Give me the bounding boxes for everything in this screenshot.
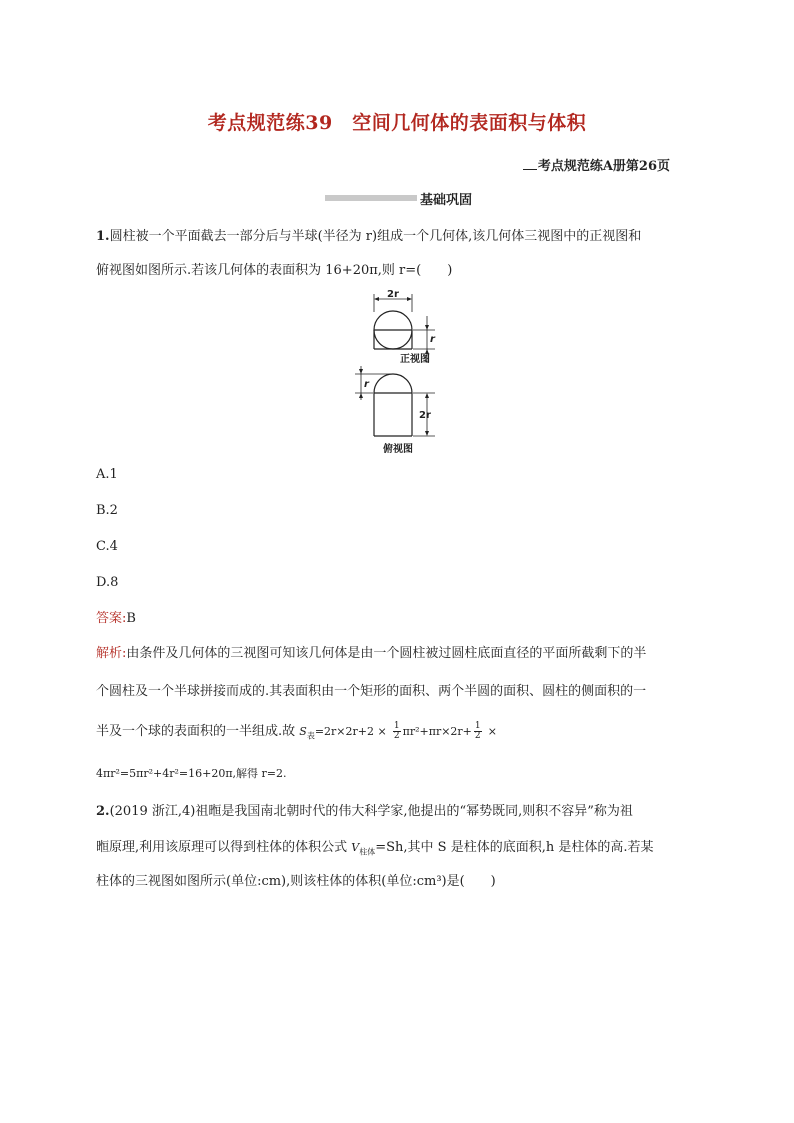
fraction-half-1: $\frac{1}{2}$ bbox=[393, 721, 400, 741]
volume-subscript: 柱体 bbox=[359, 847, 376, 857]
q2-line3: 柱体的三视图如图所示(单位:cm),则该柱体的体积(单位:cm³)是( ) bbox=[96, 874, 496, 889]
formula-part-3: × bbox=[487, 725, 497, 738]
q1-line2: 俯视图如图所示.若该几何体的表面积为 16+20π,则 r=( ) bbox=[96, 263, 453, 278]
q1-explanation-line4: 4πr²=5πr²+4r²=16+20π,解得 r=2. bbox=[96, 767, 287, 780]
q1-option-c: C.4 bbox=[96, 539, 118, 554]
section-heading: 基础巩固 bbox=[420, 193, 473, 208]
formula-part-1: =2r×2r+2 × bbox=[314, 725, 387, 738]
explanation-label: 解析: bbox=[96, 646, 127, 661]
q2-text-2a: 暅原理,利用该原理可以得到柱体的体积公式 bbox=[96, 840, 352, 855]
front-view-label: 正视图 bbox=[400, 354, 430, 365]
ref-underline bbox=[523, 169, 537, 170]
fraction-half-2: $\frac{1}{2}$ bbox=[474, 721, 481, 741]
workbook-reference bbox=[523, 155, 670, 174]
answer-label: 答案: bbox=[96, 611, 127, 626]
surface-symbol: S bbox=[299, 725, 307, 738]
front-view bbox=[374, 294, 435, 363]
q2-line2 bbox=[96, 840, 706, 861]
q1-option-d: D.8 bbox=[96, 575, 119, 590]
ref-text: 考点规范练A册第26页 bbox=[537, 159, 670, 174]
top-dim-r: r bbox=[364, 379, 369, 390]
top-view-label: 俯视图 bbox=[383, 444, 413, 455]
q1-answer bbox=[96, 611, 706, 627]
top-view bbox=[355, 366, 435, 436]
formula-part-2: πr²+πr×2r+ bbox=[402, 725, 472, 738]
surface-subscript: 表 bbox=[306, 731, 315, 741]
q1-number: 1. bbox=[96, 229, 110, 244]
explanation-text-3: 半及一个球的表面积的一半组成.故 bbox=[96, 724, 296, 739]
volume-symbol: V bbox=[351, 841, 360, 854]
q2-number: 2. bbox=[96, 804, 110, 819]
top-dim-2r: 2r bbox=[419, 410, 431, 421]
q2-line1 bbox=[96, 804, 706, 820]
q1-option-b: B.2 bbox=[96, 503, 118, 518]
q1-text-1: 圆柱被一个平面截去一部分后与半球(半径为 r)组成一个几何体,该几何体三视图中的正视图和 bbox=[109, 229, 642, 244]
q1-three-view-figure bbox=[355, 288, 445, 458]
q1-explanation-line2: 个圆柱及一个半球拼接而成的.其表面积由一个矩形的面积、两个半圆的面积、圆柱的侧面积的一 bbox=[96, 684, 647, 699]
q1-option-a: A.1 bbox=[96, 467, 118, 482]
section-bar bbox=[325, 195, 417, 201]
q1-explanation-line1 bbox=[96, 646, 706, 662]
front-dim-r: r bbox=[430, 334, 435, 345]
q2-text-2b: =Sh,其中 S 是柱体的底面积,h 是柱体的高.若某 bbox=[375, 840, 654, 855]
q1-line1 bbox=[96, 229, 706, 245]
front-dim-2r: 2r bbox=[387, 289, 399, 300]
q2-text-1: (2019 浙江,4)祖暅是我国南北朝时代的伟大科学家,他提出的“幂势既同,则积不容异”称为祖 bbox=[109, 804, 633, 819]
page-title: 考点规范练39 空间几何体的表面积与体积 bbox=[207, 112, 587, 134]
answer-value: B bbox=[126, 611, 136, 626]
explanation-text-1: 由条件及几何体的三视图可知该几何体是由一个圆柱被过圆柱底面直径的平面所截剩下的半 bbox=[126, 646, 647, 661]
q1-explanation-line3 bbox=[96, 722, 706, 745]
